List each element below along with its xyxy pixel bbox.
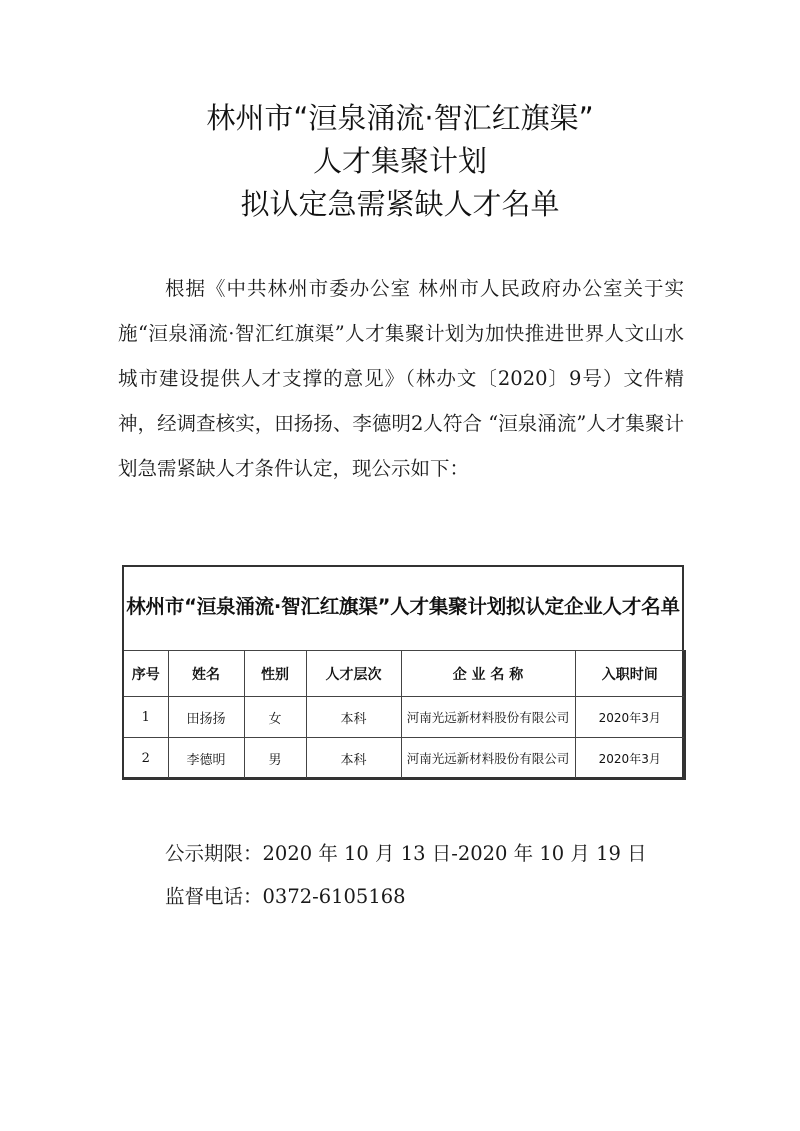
table-header-row [123,651,685,697]
cell-company: 河南光远新材料股份有限公司 [401,738,575,780]
cell-talent-level: 本科 [306,697,401,738]
document-title-line-1: 林州市“洹泉涌流·智汇红旗渠” [206,101,594,135]
cell-start-date: 2020年3月 [575,697,685,738]
cell-gender: 女 [244,697,306,738]
cell-talent-level: 本科 [306,738,401,780]
header-gender: 性别 [244,651,306,697]
document-title-line-3: 拟认定急需紧缺人才名单 [240,187,560,221]
supervision-phone: 监督电话：0372-6105168 [165,885,406,908]
table-row [123,697,685,738]
intro-paragraph: 根据《中共林州市委办公室 林州市人民政府办公室关于实施“洹泉涌流·智汇红旗渠”人才集聚计划为加快推进世界人文山水城市建设提供人才支撑的意见》（林办文〔2020〕9号）文件精神，经调查核实，田扬扬、李德明2人符合 “洹泉涌流”人才集聚计划急需紧缺人才条件认定，现公示如下： [118,277,684,480]
cell-serial: 2 [123,738,168,780]
table-title: 林州市“洹泉涌流·智汇红旗渠”人才集聚计划拟认定企业人才名单 [126,595,680,618]
table-row [123,738,685,780]
cell-gender: 男 [244,738,306,780]
header-talent-level: 人才层次 [306,651,401,697]
header-serial: 序号 [123,651,168,697]
notice-period: 公示期限：2020 年 10 月 13 日-2020 年 10 月 19 日 [165,842,647,865]
header-name: 姓名 [168,651,244,697]
talent-table [122,650,686,780]
cell-name: 田扬扬 [168,697,244,738]
document-title-line-2: 人才集聚计划 [312,144,487,178]
cell-serial: 1 [123,697,168,738]
header-start-date: 入职时间 [575,651,685,697]
cell-start-date: 2020年3月 [575,738,685,780]
cell-company: 河南光远新材料股份有限公司 [401,697,575,738]
cell-name: 李德明 [168,738,244,780]
header-company: 企 业 名 称 [401,651,575,697]
